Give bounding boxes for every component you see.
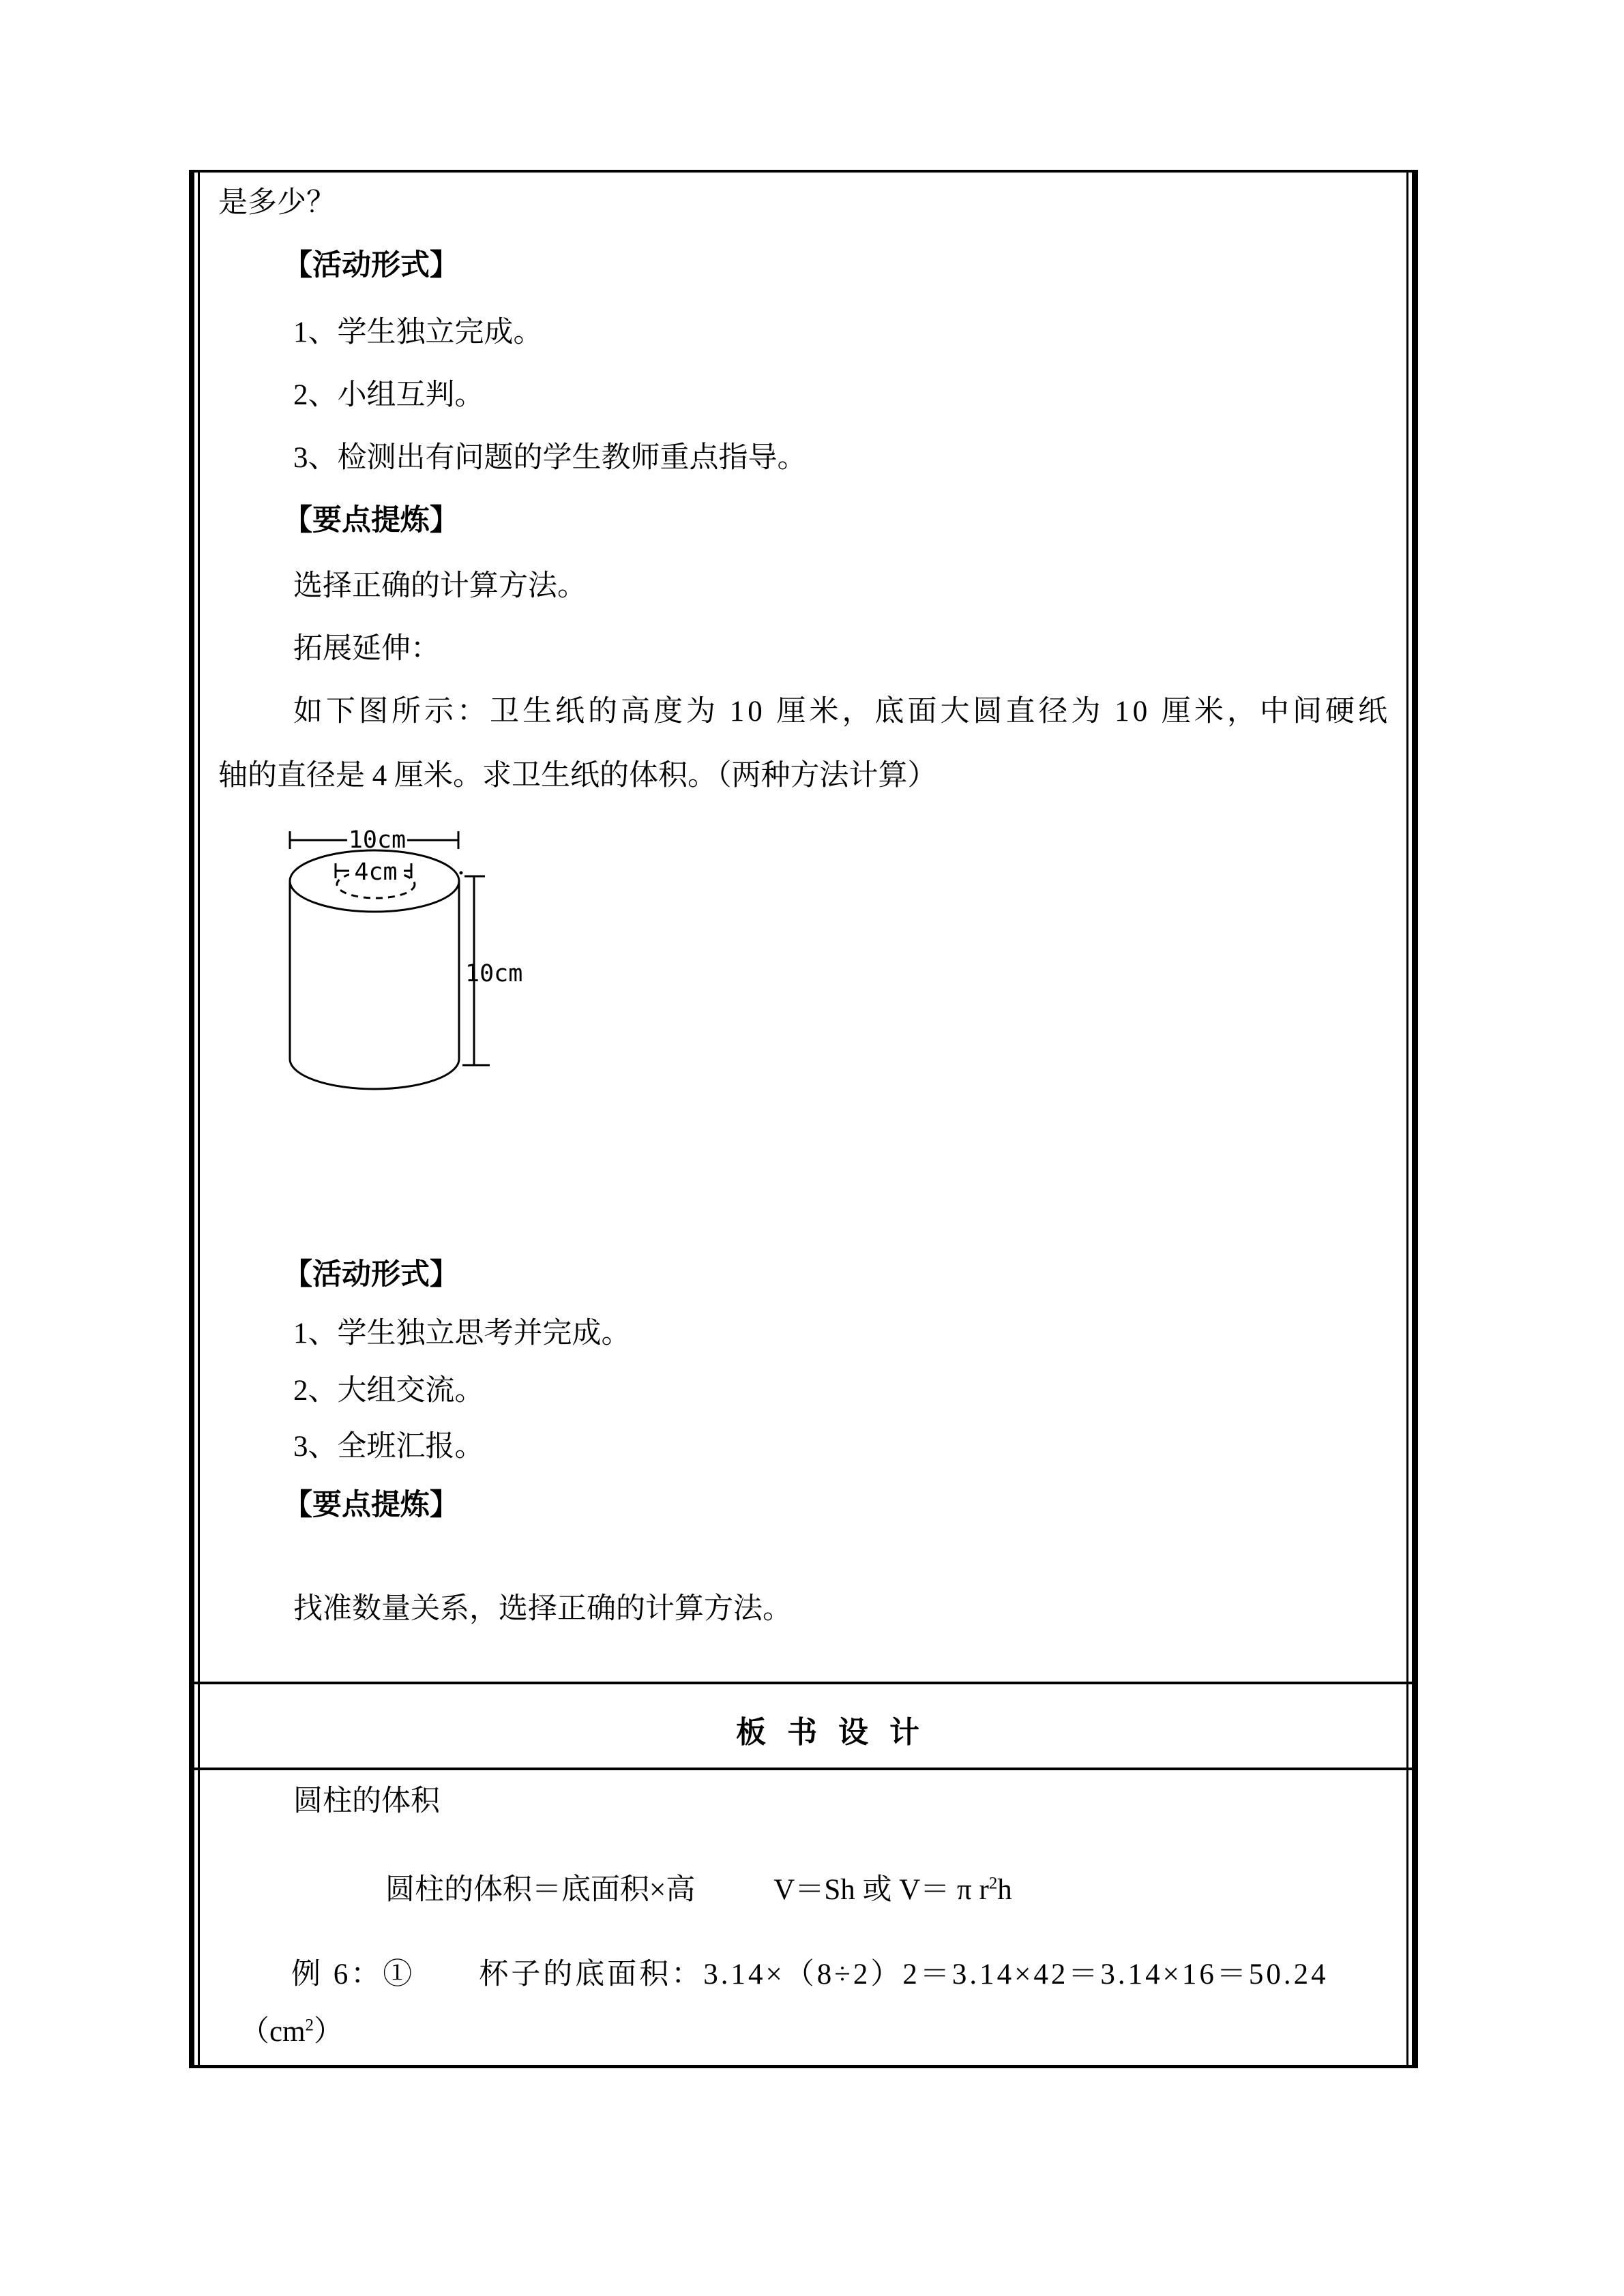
unit-line xyxy=(240,2016,343,2048)
carryover-question: 是多少？ xyxy=(218,187,336,219)
volume-formula xyxy=(385,1874,1012,1906)
formula-left: 圆柱的体积＝底面积×高 xyxy=(385,1874,696,1906)
board-row-separator-bottom xyxy=(192,1768,1412,1770)
problem-line-2: 轴的直径是 4 厘米。求卫生纸的体积。（两种方法计算） xyxy=(218,760,937,792)
page-border-right-outer xyxy=(1412,170,1418,2068)
unit-pre: （cm xyxy=(240,2016,306,2048)
activity2-item-3: 3、全班汇报。 xyxy=(293,1431,484,1463)
outer-diameter-label: 10cm xyxy=(348,826,407,854)
page-border-top xyxy=(189,170,1417,173)
cylinder-bottom-arc xyxy=(290,1059,459,1089)
page-border-bottom xyxy=(189,2065,1417,2068)
formula-v-post: h xyxy=(997,1874,1012,1906)
points-header-1: 【要点提炼】 xyxy=(283,505,459,537)
points-header-2: 【要点提炼】 xyxy=(283,1489,459,1521)
page-border-left-inner xyxy=(198,171,200,2066)
problem-line-1: 如下图所示：卫生纸的高度为 10 厘米，底面大圆直径为 10 厘米，中间硬纸 xyxy=(293,696,1391,728)
unit-post: ） xyxy=(314,2016,344,2048)
activity1-item-1: 1、学生独立完成。 xyxy=(293,316,543,348)
example-line: 例 6：① 杯子的底面积：3.14×（8÷2）2＝3.14×42＝3.14×16＝50.24 xyxy=(291,1958,1329,1991)
board-title: 圆柱的体积 xyxy=(293,1785,440,1817)
activity-header-2: 【活动形式】 xyxy=(283,1259,459,1291)
formula-v-pre: V＝Sh 或 V＝ π r xyxy=(773,1874,989,1906)
height-dim-dot xyxy=(460,871,463,875)
page-border-left-outer xyxy=(189,170,194,2068)
cylinder-diagram xyxy=(278,817,527,1112)
board-design-header: 板 书 设 计 xyxy=(736,1716,926,1749)
formula-right xyxy=(773,1874,1012,1906)
board-row-separator-top xyxy=(192,1682,1412,1684)
activity1-item-3: 3、检测出有问题的学生教师重点指导。 xyxy=(293,442,807,474)
points-text-1: 选择正确的计算方法。 xyxy=(293,570,587,602)
inner-diameter-label: 4cm xyxy=(354,859,398,886)
activity2-item-1: 1、学生独立思考并完成。 xyxy=(293,1317,631,1350)
points-text-2: 找准数量关系，选择正确的计算方法。 xyxy=(293,1593,792,1625)
formula-exponent: 2 xyxy=(988,1874,998,1893)
activity1-item-2: 2、小组互判。 xyxy=(293,379,484,411)
activity2-item-2: 2、大组交流。 xyxy=(293,1375,484,1407)
unit-exponent: 2 xyxy=(305,2016,314,2035)
extension-label: 拓展延伸： xyxy=(293,633,440,665)
height-label: 10cm xyxy=(465,960,523,987)
activity-header-1: 【活动形式】 xyxy=(283,250,459,282)
page-border-right-inner xyxy=(1406,171,1408,2066)
